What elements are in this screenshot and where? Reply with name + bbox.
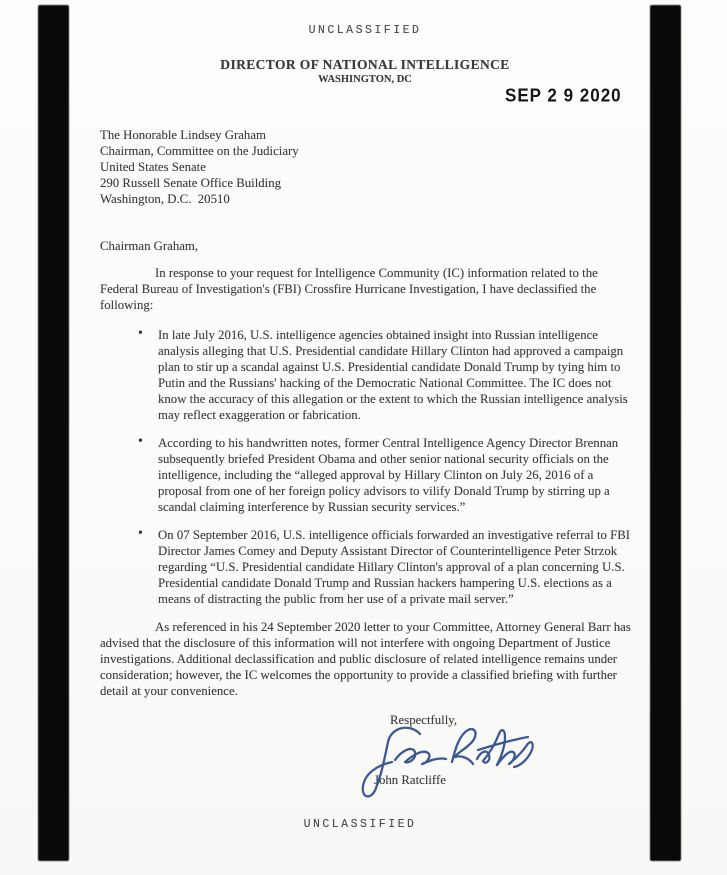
signer-typed-name: John Ratcliffe — [374, 773, 446, 787]
closing-paragraph: As referenced in his 24 September 2020 letter to your Committee, Attorney General Barr has advised that the disclosure of this information will not interfere with ongoing Department of Justice investigations. Additional declassification and public disclosure of related intelligence remains under consideration; however, the IC welcomes the opportunity to provide a classified briefing with further detail at your convenience. — [100, 620, 631, 698]
recipient-line: 290 Russell Senate Office Building — [100, 176, 282, 190]
signature-block — [374, 712, 630, 788]
declassified-items-list — [100, 327, 632, 607]
bullet-item-1: • In late July 2016, U.S. intelligence agencies obtained insight into Russian intelligence analysis alleging that U.S. Presidential candidate Hillary Clinton had approved a campaign plan to stir up a scandal against U.S. Presidential candidate Donald Trump by tying him to Putin and the Russians' hacking of the Democratic National Committee. The IC does not know the accuracy of this allegation or the extent to which the Russian intelligence analysis may reflect exaggeration or fabrication. — [100, 327, 632, 423]
letter-page — [68, 0, 652, 875]
date-stamp: SEP 2 9 2020 — [505, 85, 622, 106]
classification-banner-bottom: UNCLASSIFIED — [303, 818, 417, 831]
scan-edge-right — [650, 5, 681, 861]
salutation: Chairman Graham, — [100, 239, 199, 253]
handwritten-signature — [358, 721, 554, 809]
scan-edge-left — [38, 5, 69, 861]
letterhead-location: WASHINGTON, DC — [318, 74, 412, 85]
classification-banner-top: UNCLASSIFIED — [308, 24, 422, 37]
recipient-line: United States Senate — [100, 160, 206, 174]
recipient-address — [100, 127, 630, 207]
letterhead — [100, 57, 630, 85]
bullet-item-3: • On 07 September 2016, U.S. intelligence officials forwarded an investigative referral to FBI Director James Comey and Deputy Assistant Director of Counterintelligence Peter Strzok regarding “U.S. Presidential candidate Hillary Clinton's approval of a plan concerning U.S. Presidential candidate Donald Trump and Russian hackers hampering U.S. elections as a means of distracting the public from her use of a private mail server.” — [100, 527, 632, 607]
valediction: Respectfully, — [390, 713, 458, 727]
intro-paragraph: In response to your request for Intelligence Community (IC) information related to the Federal Bureau of Investigation's (FBI) Crossfire Hurricane Investigation, I have declassified the following: — [100, 266, 598, 312]
recipient-line: The Honorable Lindsey Graham — [100, 128, 266, 142]
bullet-item-2: • According to his handwritten notes, former Central Intelligence Agency Director Brennan subsequently briefed President Obama and other senior national security officials on the intelligence, including the “alleged approval by Hillary Clinton on July 26, 2016 of a proposal from one of her foreign policy advisors to vilify Donald Trump by stirring up a scandal claiming interference by Russian security services.” — [100, 435, 632, 515]
letterhead-agency: DIRECTOR OF NATIONAL INTELLIGENCE — [220, 57, 510, 72]
recipient-line: Chairman, Committee on the Judiciary — [100, 144, 299, 158]
recipient-line: Washington, D.C. 20510 — [100, 192, 230, 206]
